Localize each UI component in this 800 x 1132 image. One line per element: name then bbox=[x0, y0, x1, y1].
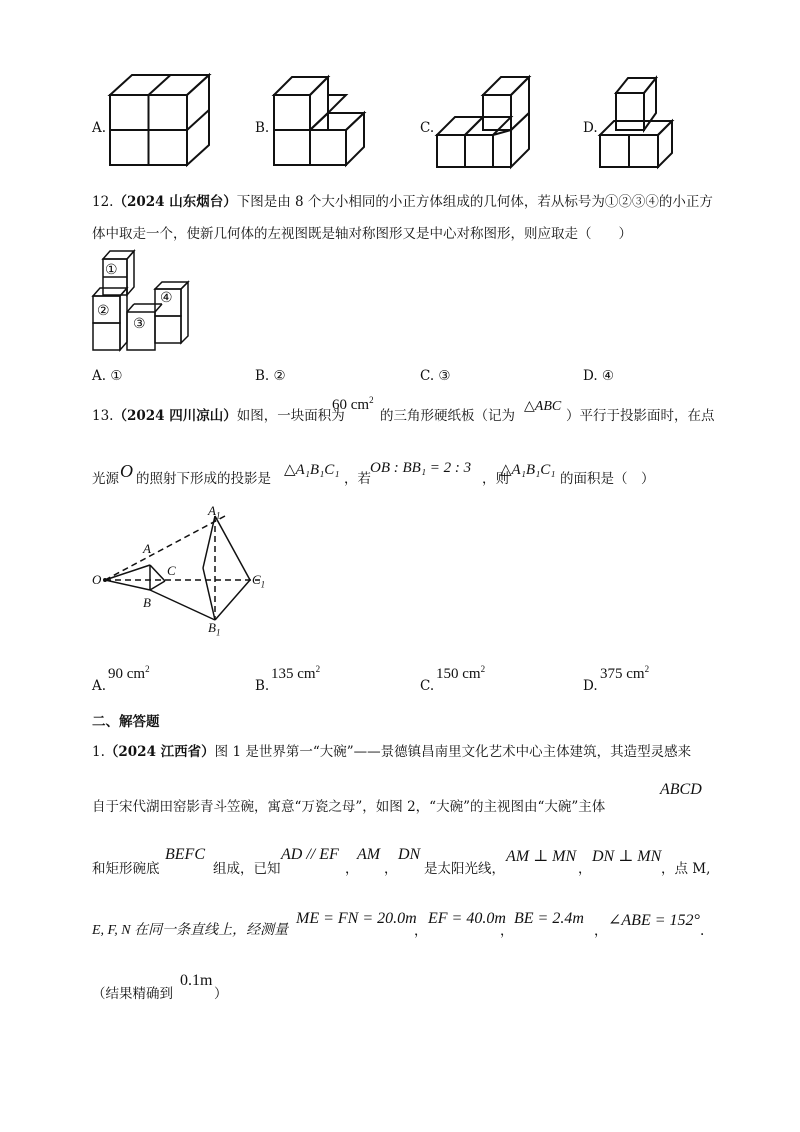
p1-precision: 0.1m bbox=[180, 972, 213, 989]
p1-measure-1: ME = FN = 20.0m bbox=[296, 910, 417, 927]
p1-am: AM bbox=[357, 846, 381, 863]
q13-text-8: 的面积是（ ） bbox=[560, 471, 655, 487]
q13-fig-label-c1 bbox=[252, 572, 265, 590]
q11-option-d-figure bbox=[598, 73, 698, 173]
q13-text-6: ，若 bbox=[344, 471, 371, 487]
q13-option-a-letter[interactable]: A. bbox=[92, 678, 107, 694]
p1-comma-2: ， bbox=[384, 861, 398, 877]
q13-option-b-sup: 2 bbox=[315, 664, 321, 674]
q11-option-c-label[interactable]: C. bbox=[420, 120, 435, 136]
p1-measure-2: EF = 40.0m bbox=[428, 910, 506, 927]
q12-line1 bbox=[92, 192, 713, 212]
p1-l4a: E, F, N 在同一条直线上，经测量 bbox=[92, 923, 289, 938]
q13-text-3: ）平行于投影面时，在点 bbox=[566, 408, 715, 424]
q12-option-b[interactable]: B. ② bbox=[255, 368, 286, 384]
q13-option-d-number: 375 cm bbox=[600, 666, 645, 682]
p1-perp-1: AM ⊥ MN bbox=[506, 848, 577, 865]
p1-line1-text: 图 1 是世界第一“大碗”——景德镇昌南里文化艺术中心主体建筑，其造型灵感来 bbox=[214, 744, 692, 760]
p1-line1 bbox=[92, 742, 691, 762]
q13-fig-b1-sub: 1 bbox=[215, 627, 221, 638]
q13-fig-label-a: A bbox=[143, 541, 151, 556]
p1-abcd: ABCD bbox=[660, 781, 702, 798]
q13-fig-a1-sub: 1 bbox=[215, 510, 221, 521]
q11-option-d-label[interactable]: D. bbox=[583, 120, 598, 136]
p1-perp-2: DN ⊥ MN bbox=[592, 848, 662, 865]
p1-parallel: AD // EF bbox=[281, 846, 339, 863]
q12-number: 12. bbox=[92, 194, 114, 210]
p1-l5b: ） bbox=[214, 986, 228, 1002]
q13-text-1: 如图，一块面积为 bbox=[236, 408, 345, 424]
q12-text-line2: 体中取走一个，使新几何体的左视图既是轴对称图形又是中心对称图形，则应取走（ ） bbox=[92, 226, 632, 242]
q13-fig-label-c: C bbox=[167, 563, 176, 578]
q13-area-value: 60 cm bbox=[332, 397, 370, 413]
p1-period: . bbox=[700, 923, 705, 939]
q11-option-a-label[interactable]: A. bbox=[92, 120, 107, 136]
q11-option-c-figure bbox=[435, 73, 535, 173]
q13-area bbox=[332, 395, 374, 414]
q13-o: O bbox=[120, 461, 133, 481]
p1-comma-4: ， bbox=[414, 923, 428, 939]
q13-line2 bbox=[92, 469, 119, 489]
q11-option-b-figure bbox=[270, 73, 370, 173]
q13-fig-label-b1 bbox=[208, 620, 220, 638]
p1-l3d: ，点 M, bbox=[661, 861, 711, 877]
q13-figure bbox=[90, 500, 290, 640]
p1-befc: BEFC bbox=[165, 846, 205, 863]
q13-option-b-value[interactable] bbox=[271, 664, 320, 683]
q13-option-d-value[interactable] bbox=[600, 664, 649, 683]
q13-number: 13. bbox=[92, 408, 114, 424]
q13-text-7: ，则 bbox=[482, 471, 509, 487]
q13-option-d-sup: 2 bbox=[644, 664, 650, 674]
q13-option-c-number: 150 cm bbox=[436, 666, 481, 682]
q13-option-c-sup: 2 bbox=[480, 664, 486, 674]
p1-comma-6: ， bbox=[594, 923, 608, 939]
q13-triangle-1: △A₁B₁C₁ bbox=[284, 462, 340, 478]
q13-triangle-1b: △A₁B₁C₁ bbox=[500, 462, 556, 478]
q13-fig-label-o: O bbox=[92, 572, 102, 587]
q12-cube-label-3: ③ bbox=[133, 316, 146, 332]
q12-option-c[interactable]: C. ③ bbox=[420, 368, 451, 384]
q13-text-2: 的三角形硬纸板（记为 bbox=[380, 408, 515, 424]
q13-fig-label-b: B bbox=[143, 595, 151, 610]
p1-measure-4: ∠ABE = 152° bbox=[608, 912, 700, 929]
q13-fig-b1-letter: B bbox=[208, 620, 216, 635]
q13-fig-a1-letter: A bbox=[208, 503, 216, 518]
q13-line1 bbox=[92, 406, 345, 426]
p1-l3c: 是太阳光线， bbox=[424, 861, 505, 877]
section-2-heading: 二、解答题 bbox=[92, 714, 160, 730]
q12-option-d[interactable]: D. ④ bbox=[583, 368, 615, 384]
p1-comma-5: ， bbox=[500, 923, 514, 939]
q12-text-line1: 下图是由 8 个大小相同的小正方体组成的几何体，若从标号为①②③④的小正方 bbox=[236, 194, 713, 210]
p1-l5a: （结果精确到 bbox=[92, 986, 173, 1002]
q13-option-a-number: 90 cm bbox=[108, 666, 146, 682]
q11-option-a-figure bbox=[105, 73, 215, 173]
q13-ratio: OB : BB₁ = 2 : 3 bbox=[370, 460, 472, 476]
p1-measure-3: BE = 2.4m bbox=[514, 910, 584, 927]
q13-option-b-number: 135 cm bbox=[271, 666, 316, 682]
q13-text-4: 光源 bbox=[92, 471, 119, 487]
p1-line2: 自于宋代湖田窑影青斗笠碗，寓意“万瓷之母”，如图 2，“大碗”的主视图由“大碗”主体 bbox=[92, 799, 606, 815]
q13-option-c-letter[interactable]: C. bbox=[420, 678, 435, 694]
q13-triangle: △ABC bbox=[524, 399, 562, 414]
p1-source: （2024 江西省） bbox=[104, 744, 215, 760]
p1-number: 1. bbox=[92, 744, 105, 760]
q12-option-a[interactable]: A. ① bbox=[92, 368, 123, 384]
p1-comma-3: ， bbox=[578, 861, 592, 877]
q13-area-sup: 2 bbox=[369, 395, 374, 405]
p1-dn: DN bbox=[398, 846, 421, 863]
q13-option-c-value[interactable] bbox=[436, 664, 485, 683]
q13-source: （2024 四川凉山） bbox=[113, 408, 237, 424]
q12-cube-label-1: ① bbox=[105, 262, 118, 278]
q13-option-a-sup: 2 bbox=[145, 664, 150, 674]
q13-fig-c1-sub: 1 bbox=[260, 579, 266, 590]
p1-comma-1: ， bbox=[345, 861, 359, 877]
q13-fig-label-a1 bbox=[208, 503, 220, 521]
q13-option-d-letter[interactable]: D. bbox=[583, 678, 598, 694]
q13-option-b-letter[interactable]: B. bbox=[255, 678, 270, 694]
q12-cube-label-4: ④ bbox=[160, 290, 173, 306]
p1-l3b: 组成，已知 bbox=[213, 861, 281, 877]
p1-l3a: 和矩形碗底 bbox=[92, 861, 160, 877]
q13-option-a-value[interactable] bbox=[108, 664, 150, 683]
q13-fig-c1-letter: C bbox=[252, 572, 261, 587]
q12-source: （2024 山东烟台） bbox=[113, 194, 237, 210]
q11-option-b-label[interactable]: B. bbox=[255, 120, 270, 136]
q12-cube-label-2: ② bbox=[97, 303, 110, 319]
q13-text-5: 的照射下形成的投影是 bbox=[136, 471, 271, 487]
